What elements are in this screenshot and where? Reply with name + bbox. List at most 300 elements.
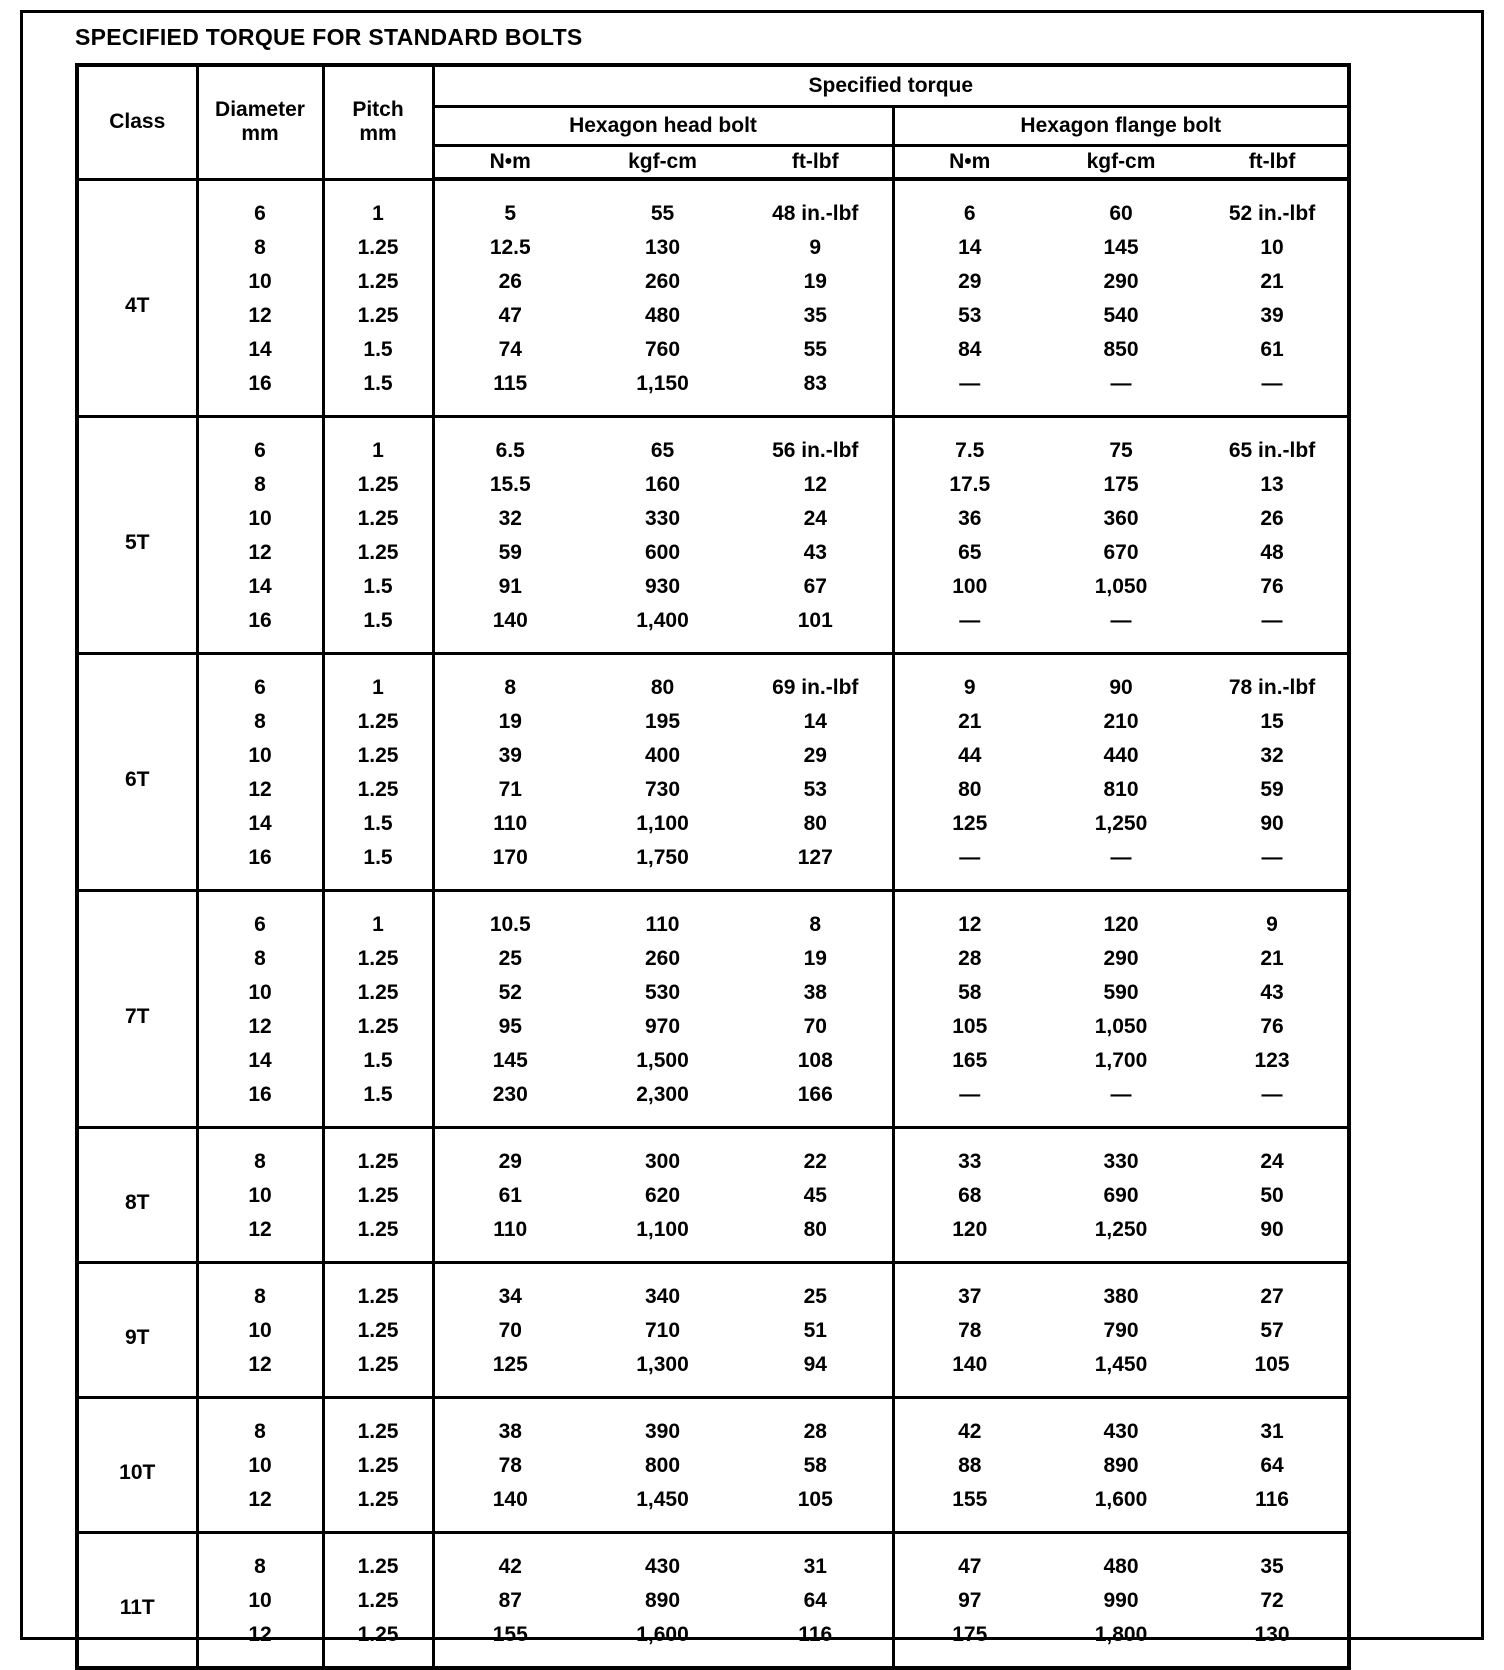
- table-row: [77, 1010, 1349, 1044]
- table-row: [77, 773, 1349, 807]
- head-ftlbf-cell: 51: [803, 1319, 827, 1342]
- head-nm-cell: 115: [493, 372, 528, 395]
- flange-kgfcm-cell: 380: [1045, 1263, 1197, 1315]
- head-nm-cell: 230: [492, 1083, 528, 1106]
- flange-ftlbf-cell: 64: [1260, 1454, 1284, 1477]
- diameter-cell: 16: [197, 367, 323, 417]
- head-nm-cell: 74: [498, 338, 522, 361]
- head-kgfcm-cell: 1,750: [636, 846, 689, 869]
- diameter-cell: 6: [197, 891, 323, 943]
- flange-ftlbf-cell: 61: [1260, 338, 1284, 361]
- flange-kgfcm-cell: 590: [1103, 981, 1139, 1004]
- flange-ftlbf-cell: 50: [1260, 1184, 1284, 1207]
- head-nm-cell: 70: [498, 1319, 522, 1342]
- flange-nm-cell: 78: [893, 1314, 1045, 1348]
- torque-table: [75, 63, 1351, 1670]
- head-kgfcm-cell: 600: [644, 541, 681, 564]
- table-row: [77, 231, 1349, 265]
- flange-ftlbf-cell: 35: [1197, 1533, 1349, 1585]
- pitch-cell: 1.25: [323, 739, 433, 773]
- class-cell: 8T: [77, 1128, 197, 1263]
- flange-ftlbf-cell: 52 in.-lbf: [1197, 179, 1349, 231]
- unit-header-flange-ftlbf: ft-lbf: [1197, 146, 1349, 180]
- diameter-cell: 8: [197, 468, 323, 502]
- diameter-cell: 14: [197, 807, 323, 841]
- flange-kgfcm-cell: 790: [1103, 1319, 1139, 1342]
- flange-nm-cell: 175: [893, 1618, 1045, 1668]
- head-kgfcm-cell: 620: [644, 1184, 681, 1207]
- table-row: [77, 739, 1349, 773]
- diameter-cell: 10: [197, 1449, 323, 1483]
- flange-ftlbf-cell: 31: [1197, 1398, 1349, 1450]
- head-kgfcm-cell: 260: [644, 270, 681, 293]
- diameter-cell: 14: [197, 333, 323, 367]
- pitch-cell: 1.5: [323, 807, 433, 841]
- pitch-cell: 1.25: [323, 1533, 433, 1585]
- head-ftlbf-cell: 108: [797, 1049, 833, 1072]
- flange-ftlbf-cell: 123: [1254, 1049, 1290, 1072]
- pitch-cell: 1.25: [323, 536, 433, 570]
- table-row: [77, 502, 1349, 536]
- table-row: [77, 1314, 1349, 1348]
- table-row: [77, 1398, 1349, 1450]
- head-ftlbf-cell: 22: [739, 1128, 893, 1180]
- flange-kgfcm-cell: 670: [1103, 541, 1139, 564]
- head-kgfcm-cell: 890: [644, 1589, 681, 1612]
- flange-kgfcm-cell: 75: [1045, 417, 1197, 469]
- flange-nm-cell: 9: [893, 654, 1045, 706]
- head-nm-cell: 19: [498, 710, 522, 733]
- pitch-cell: 1.5: [323, 570, 433, 604]
- flange-ftlbf-cell: 90: [1260, 812, 1284, 835]
- head-kgfcm-cell: 1,450: [636, 1488, 689, 1511]
- head-kgfcm-cell: 1,500: [636, 1049, 689, 1072]
- hexagon-head-bolt-header: Hexagon head bolt: [433, 107, 893, 146]
- flange-nm-cell: 33: [893, 1128, 1045, 1180]
- head-kgfcm-cell: 1,100: [636, 1218, 689, 1241]
- flange-ftlbf-cell: 43: [1260, 981, 1284, 1004]
- table-row: [77, 536, 1349, 570]
- head-nm-cell: 110: [493, 812, 528, 835]
- diameter-cell: 8: [197, 1533, 323, 1585]
- flange-kgfcm-cell: 1,050: [1094, 1015, 1148, 1038]
- flange-nm-cell: 125: [893, 807, 1045, 841]
- head-nm-cell: 78: [498, 1454, 522, 1477]
- class-cell: 6T: [77, 654, 197, 891]
- diameter-cell: 16: [197, 1078, 323, 1128]
- diameter-cell: 10: [197, 739, 323, 773]
- head-nm-cell: 5: [433, 179, 586, 231]
- flange-nm-cell: 47: [893, 1533, 1045, 1585]
- head-ftlbf-cell: 14: [803, 710, 827, 733]
- diameter-cell: 10: [197, 1179, 323, 1213]
- head-nm-cell: 125: [492, 1353, 528, 1376]
- flange-kgfcm-cell: 360: [1103, 507, 1139, 530]
- head-ftlbf-cell: 80: [803, 812, 827, 835]
- diameter-cell: 10: [197, 1314, 323, 1348]
- head-nm-cell: 8: [433, 654, 586, 706]
- table-row: [77, 705, 1349, 739]
- flange-nm-cell: 80: [893, 773, 1045, 807]
- flange-kgfcm-cell: 440: [1103, 744, 1139, 767]
- head-ftlbf-cell: 38: [803, 981, 827, 1004]
- pitch-cell: 1.25: [323, 1263, 433, 1315]
- flange-nm-cell: 88: [893, 1449, 1045, 1483]
- pitch-cell: 1.25: [323, 942, 433, 976]
- flange-ftlbf-cell: 10: [1260, 236, 1284, 259]
- head-ftlbf-cell: 12: [803, 473, 827, 496]
- flange-kgfcm-cell: 210: [1103, 710, 1139, 733]
- table-row: [77, 1213, 1349, 1263]
- table-row: [77, 367, 1349, 417]
- flange-ftlbf-cell: —: [1261, 846, 1283, 869]
- flange-nm-cell: 68: [893, 1179, 1045, 1213]
- table-row: [77, 604, 1349, 654]
- flange-kgfcm-cell: 290: [1103, 270, 1139, 293]
- head-kgfcm-cell: 110: [586, 891, 739, 943]
- flange-kgfcm-cell: 290: [1103, 947, 1139, 970]
- diameter-cell: 16: [197, 841, 323, 891]
- head-ftlbf-cell: 127: [797, 846, 833, 869]
- pitch-cell: 1.25: [323, 1348, 433, 1398]
- diameter-cell: 6: [197, 654, 323, 706]
- head-kgfcm-cell: 1,600: [636, 1623, 689, 1646]
- table-row: [77, 807, 1349, 841]
- head-ftlbf-cell: 94: [803, 1353, 827, 1376]
- flange-nm-cell: 17.5: [893, 468, 1045, 502]
- head-kgfcm-cell: 80: [586, 654, 739, 706]
- head-nm-cell: 59: [498, 541, 522, 564]
- flange-kgfcm-cell: 60: [1045, 179, 1197, 231]
- flange-kgfcm-cell: 430: [1045, 1398, 1197, 1450]
- pitch-cell: 1.5: [323, 1078, 433, 1128]
- flange-ftlbf-cell: 116: [1255, 1488, 1289, 1511]
- table-row: [77, 654, 1349, 706]
- diameter-header-unit: mm: [241, 122, 279, 146]
- head-kgfcm-cell: 970: [644, 1015, 681, 1038]
- column-header-pitch: [323, 65, 433, 179]
- head-nm-cell: 42: [433, 1533, 586, 1585]
- head-kgfcm-cell: 530: [644, 981, 681, 1004]
- flange-kgfcm-cell: 1,250: [1094, 812, 1148, 835]
- head-ftlbf-cell: 19: [803, 947, 827, 970]
- table-row: [77, 570, 1349, 604]
- flange-nm-cell: 6: [893, 179, 1045, 231]
- flange-kgfcm-cell: 145: [1103, 236, 1139, 259]
- head-ftlbf-cell: 8: [739, 891, 893, 943]
- flange-nm-cell: 29: [893, 265, 1045, 299]
- flange-kgfcm-cell: —: [1110, 1083, 1132, 1106]
- flange-ftlbf-cell: 57: [1260, 1319, 1284, 1342]
- diameter-cell: 10: [197, 976, 323, 1010]
- table-row: [77, 1128, 1349, 1180]
- flange-nm-cell: 37: [893, 1263, 1045, 1315]
- flange-ftlbf-cell: 76: [1260, 575, 1284, 598]
- page-content: [75, 24, 1351, 1670]
- flange-ftlbf-cell: 26: [1260, 507, 1284, 530]
- flange-nm-cell: 120: [893, 1213, 1045, 1263]
- pitch-cell: 1.25: [323, 1449, 433, 1483]
- diameter-cell: 8: [197, 1263, 323, 1315]
- table-row: [77, 1179, 1349, 1213]
- flange-nm-cell: 14: [893, 231, 1045, 265]
- head-kgfcm-cell: 1,100: [636, 812, 689, 835]
- flange-kgfcm-cell: 990: [1103, 1589, 1139, 1612]
- column-header-diameter: [197, 65, 323, 179]
- head-kgfcm-cell: 1,150: [636, 372, 689, 395]
- table-row: [77, 1584, 1349, 1618]
- flange-nm-cell: 140: [893, 1348, 1045, 1398]
- table-row: [77, 1533, 1349, 1585]
- unit-header-flange-nm: N•m: [893, 146, 1045, 180]
- pitch-cell: 1.25: [323, 1179, 433, 1213]
- pitch-cell: 1.25: [323, 1128, 433, 1180]
- flange-nm-cell: 7.5: [893, 417, 1045, 469]
- flange-ftlbf-cell: 9: [1197, 891, 1349, 943]
- flange-nm-cell: 28: [893, 942, 1045, 976]
- head-ftlbf-cell: 25: [739, 1263, 893, 1315]
- flange-nm-cell: 65: [893, 536, 1045, 570]
- diameter-cell: 12: [197, 1618, 323, 1668]
- head-ftlbf-cell: 56 in.-lbf: [739, 417, 893, 469]
- pitch-cell: 1.25: [323, 1314, 433, 1348]
- flange-nm-cell: 165: [893, 1044, 1045, 1078]
- diameter-cell: 6: [197, 417, 323, 469]
- flange-ftlbf-cell: 24: [1197, 1128, 1349, 1180]
- flange-ftlbf-cell: 78 in.-lbf: [1197, 654, 1349, 706]
- head-ftlbf-cell: 28: [739, 1398, 893, 1450]
- pitch-cell: 1: [323, 891, 433, 943]
- head-kgfcm-cell: 65: [586, 417, 739, 469]
- table-row: [77, 179, 1349, 231]
- flange-kgfcm-cell: 330: [1045, 1128, 1197, 1180]
- head-nm-cell: 12.5: [489, 236, 531, 259]
- head-nm-cell: 140: [492, 1488, 528, 1511]
- table-row: [77, 976, 1349, 1010]
- pitch-cell: 1.5: [323, 333, 433, 367]
- head-kgfcm-cell: 55: [586, 179, 739, 231]
- pitch-cell: 1: [323, 654, 433, 706]
- table-row: [77, 1044, 1349, 1078]
- head-nm-cell: 25: [498, 947, 522, 970]
- flange-kgfcm-cell: 810: [1103, 778, 1139, 801]
- flange-ftlbf-cell: —: [1261, 372, 1283, 395]
- head-ftlbf-cell: 9: [809, 236, 822, 259]
- flange-kgfcm-cell: 90: [1045, 654, 1197, 706]
- flange-ftlbf-cell: 59: [1260, 778, 1284, 801]
- table-row: [77, 1263, 1349, 1315]
- class-cell: 4T: [77, 179, 197, 417]
- diameter-cell: 12: [197, 1348, 323, 1398]
- head-ftlbf-cell: 166: [797, 1083, 833, 1106]
- head-ftlbf-cell: 19: [803, 270, 827, 293]
- diameter-cell: 12: [197, 1010, 323, 1044]
- head-kgfcm-cell: 260: [644, 947, 681, 970]
- head-kgfcm-cell: 195: [644, 710, 681, 733]
- head-nm-cell: 26: [498, 270, 522, 293]
- unit-header-flange-kgfcm: kgf-cm: [1045, 146, 1197, 180]
- head-nm-cell: 47: [498, 304, 522, 327]
- head-nm-cell: 34: [433, 1263, 586, 1315]
- head-ftlbf-cell: 58: [803, 1454, 827, 1477]
- head-ftlbf-cell: 43: [803, 541, 827, 564]
- column-header-class: [77, 65, 197, 179]
- table-row: [77, 1348, 1349, 1398]
- diameter-cell: 14: [197, 1044, 323, 1078]
- pitch-cell: 1: [323, 417, 433, 469]
- head-nm-cell: 6.5: [433, 417, 586, 469]
- flange-nm-cell: 84: [893, 333, 1045, 367]
- pitch-cell: 1.5: [323, 604, 433, 654]
- head-kgfcm-cell: 1,300: [636, 1353, 689, 1376]
- pitch-cell: 1.25: [323, 231, 433, 265]
- head-nm-cell: 32: [498, 507, 522, 530]
- head-kgfcm-cell: 400: [644, 744, 681, 767]
- flange-kgfcm-cell: 690: [1103, 1184, 1139, 1207]
- head-ftlbf-cell: 116: [798, 1623, 833, 1646]
- diameter-cell: 8: [197, 705, 323, 739]
- head-kgfcm-cell: 710: [644, 1319, 681, 1342]
- head-ftlbf-cell: 24: [803, 507, 827, 530]
- flange-kgfcm-cell: 890: [1103, 1454, 1139, 1477]
- pitch-cell: 1.5: [323, 367, 433, 417]
- flange-ftlbf-cell: 65 in.-lbf: [1197, 417, 1349, 469]
- head-nm-cell: 38: [433, 1398, 586, 1450]
- unit-header-head-kgfcm: kgf-cm: [586, 146, 739, 180]
- flange-kgfcm-cell: 1,600: [1094, 1488, 1148, 1511]
- diameter-cell: 12: [197, 1483, 323, 1533]
- table-row: [77, 1618, 1349, 1668]
- flange-kgfcm-cell: 480: [1045, 1533, 1197, 1585]
- table-row: [77, 1078, 1349, 1128]
- table-row: [77, 1483, 1349, 1533]
- diameter-cell: 8: [197, 942, 323, 976]
- flange-kgfcm-cell: —: [1110, 846, 1132, 869]
- class-header-label: Class: [109, 110, 166, 134]
- pitch-cell: 1.25: [323, 773, 433, 807]
- head-kgfcm-cell: 930: [644, 575, 681, 598]
- head-ftlbf-cell: 64: [803, 1589, 827, 1612]
- class-cell: 7T: [77, 891, 197, 1128]
- flange-nm-cell: 97: [893, 1584, 1045, 1618]
- page-title: SPECIFIED TORQUE FOR STANDARD BOLTS: [75, 24, 583, 50]
- flange-kgfcm-cell: 1,450: [1094, 1353, 1148, 1376]
- head-ftlbf-cell: 31: [739, 1533, 893, 1585]
- flange-nm-cell: 105: [893, 1010, 1045, 1044]
- flange-kgfcm-cell: 120: [1045, 891, 1197, 943]
- head-ftlbf-cell: 80: [803, 1218, 827, 1241]
- head-ftlbf-cell: 53: [803, 778, 827, 801]
- flange-ftlbf-cell: 27: [1197, 1263, 1349, 1315]
- flange-ftlbf-cell: 21: [1260, 947, 1284, 970]
- flange-kgfcm-cell: 175: [1103, 473, 1139, 496]
- head-kgfcm-cell: 800: [644, 1454, 681, 1477]
- flange-nm-cell: —: [893, 367, 1045, 417]
- flange-kgfcm-cell: 1,800: [1094, 1623, 1148, 1646]
- specified-torque-header: Specified torque: [433, 65, 1349, 107]
- flange-ftlbf-cell: —: [1261, 609, 1283, 632]
- class-cell: 11T: [77, 1533, 197, 1669]
- diameter-cell: 12: [197, 536, 323, 570]
- table-row: [77, 299, 1349, 333]
- head-nm-cell: 39: [498, 744, 522, 767]
- head-ftlbf-cell: 101: [797, 609, 833, 632]
- flange-nm-cell: 21: [893, 705, 1045, 739]
- head-ftlbf-cell: 48 in.-lbf: [739, 179, 893, 231]
- table-row: [77, 1449, 1349, 1483]
- flange-ftlbf-cell: 21: [1260, 270, 1284, 293]
- table-row: [77, 841, 1349, 891]
- head-nm-cell: 170: [492, 846, 528, 869]
- head-kgfcm-cell: 1,400: [636, 609, 689, 632]
- pitch-cell: 1: [323, 179, 433, 231]
- head-ftlbf-cell: 69 in.-lbf: [739, 654, 893, 706]
- head-nm-cell: 10.5: [433, 891, 586, 943]
- diameter-cell: 12: [197, 299, 323, 333]
- flange-nm-cell: 42: [893, 1398, 1045, 1450]
- flange-ftlbf-cell: 105: [1254, 1353, 1290, 1376]
- hexagon-flange-bolt-header: Hexagon flange bolt: [893, 107, 1349, 146]
- flange-kgfcm-cell: 850: [1103, 338, 1139, 361]
- table-row: [77, 417, 1349, 469]
- table-row: [77, 891, 1349, 943]
- diameter-cell: 10: [197, 502, 323, 536]
- head-nm-cell: 52: [498, 981, 522, 1004]
- diameter-cell: 8: [197, 1398, 323, 1450]
- pitch-cell: 1.25: [323, 1584, 433, 1618]
- flange-nm-cell: 12: [893, 891, 1045, 943]
- flange-nm-cell: 44: [893, 739, 1045, 773]
- pitch-cell: 1.25: [323, 976, 433, 1010]
- table-body: [77, 179, 1349, 1668]
- flange-kgfcm-cell: 1,700: [1094, 1049, 1148, 1072]
- head-nm-cell: 61: [498, 1184, 522, 1207]
- head-nm-cell: 95: [498, 1015, 522, 1038]
- table-row: [77, 468, 1349, 502]
- diameter-cell: 14: [197, 570, 323, 604]
- head-kgfcm-cell: 160: [644, 473, 681, 496]
- head-kgfcm-cell: 390: [586, 1398, 739, 1450]
- head-nm-cell: 71: [498, 778, 522, 801]
- unit-header-head-nm: N•m: [433, 146, 586, 180]
- diameter-cell: 6: [197, 179, 323, 231]
- head-kgfcm-cell: 130: [644, 236, 681, 259]
- pitch-cell: 1.25: [323, 468, 433, 502]
- flange-nm-cell: 58: [893, 976, 1045, 1010]
- diameter-cell: 10: [197, 265, 323, 299]
- diameter-header-label: Diameter: [215, 98, 305, 122]
- head-ftlbf-cell: 105: [797, 1488, 833, 1511]
- head-kgfcm-cell: 760: [644, 338, 681, 361]
- pitch-cell: 1.25: [323, 1483, 433, 1533]
- head-nm-cell: 155: [492, 1623, 528, 1646]
- head-nm-cell: 91: [498, 575, 522, 598]
- flange-ftlbf-cell: —: [1261, 1083, 1283, 1106]
- flange-ftlbf-cell: 39: [1260, 304, 1284, 327]
- head-ftlbf-cell: 35: [803, 304, 827, 327]
- flange-kgfcm-cell: 1,050: [1094, 575, 1148, 598]
- head-nm-cell: 87: [498, 1589, 522, 1612]
- head-ftlbf-cell: 70: [803, 1015, 827, 1038]
- head-ftlbf-cell: 45: [803, 1184, 827, 1207]
- table-row: [77, 333, 1349, 367]
- head-nm-cell: 145: [492, 1049, 528, 1072]
- head-nm-cell: 15.5: [489, 473, 531, 496]
- head-kgfcm-cell: 300: [586, 1128, 739, 1180]
- pitch-cell: 1.25: [323, 1398, 433, 1450]
- diameter-cell: 12: [197, 1213, 323, 1263]
- pitch-cell: 1.5: [323, 1044, 433, 1078]
